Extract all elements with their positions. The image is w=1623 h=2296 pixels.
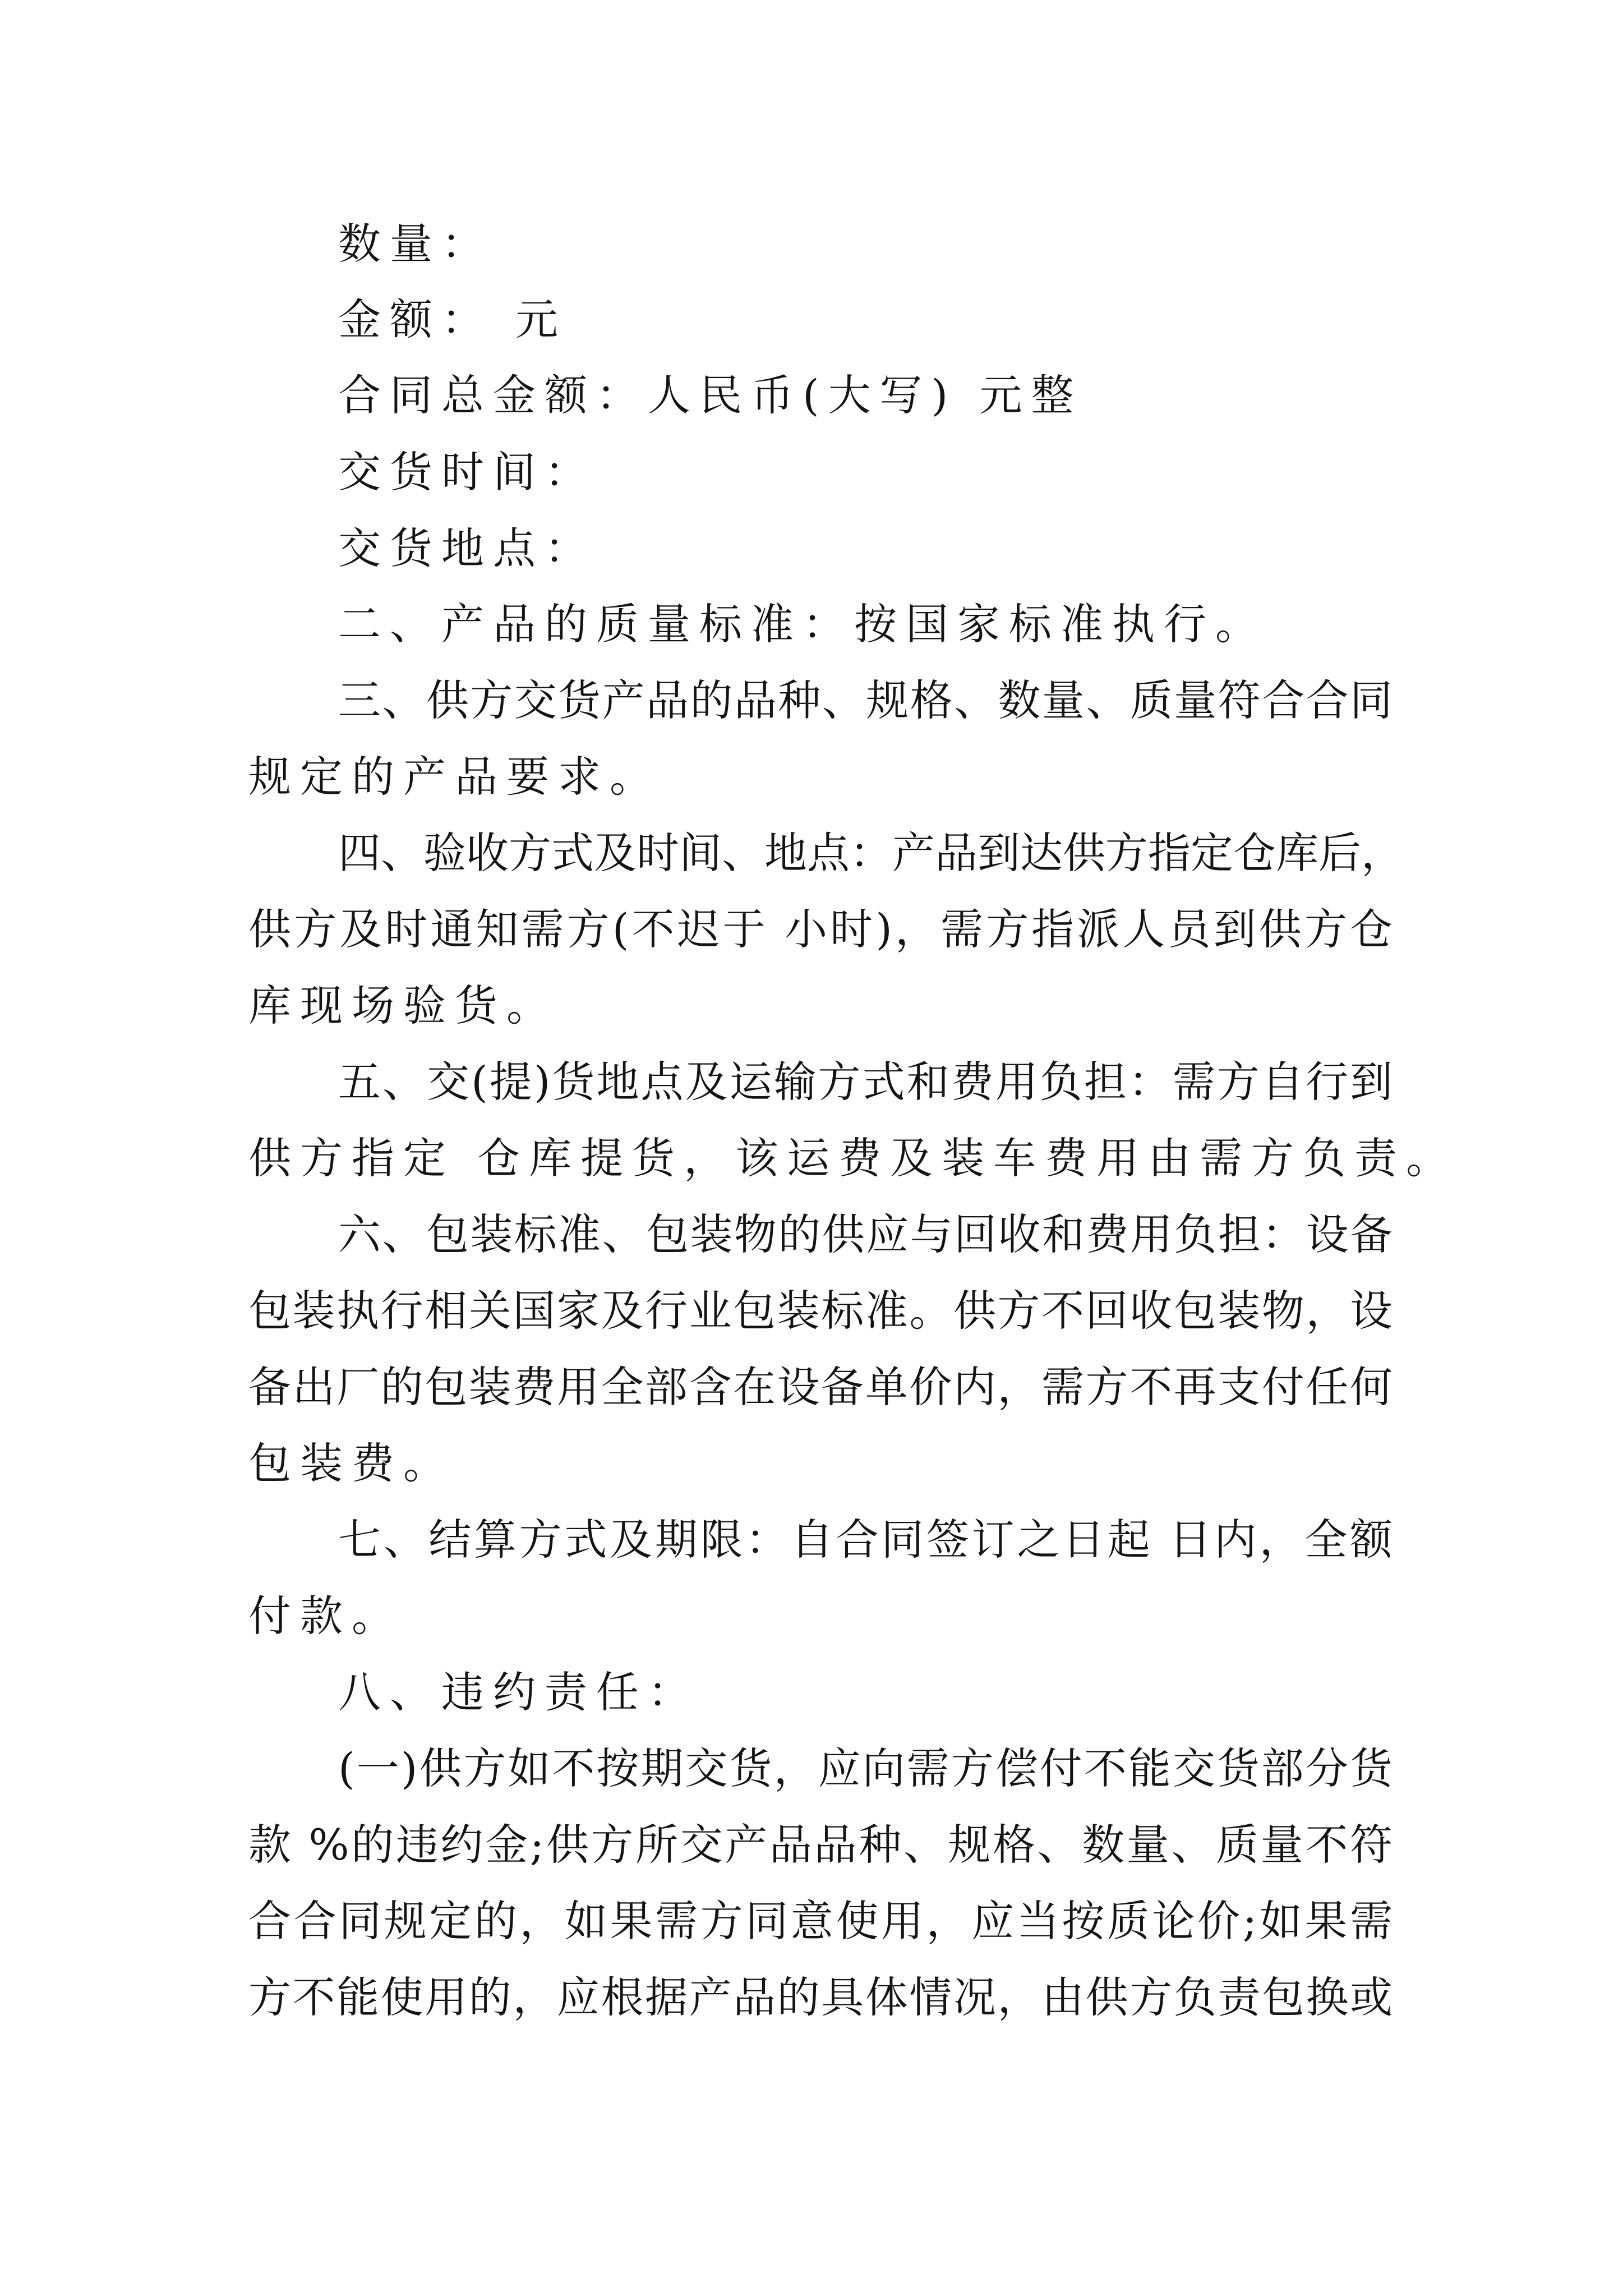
clause-7-line-2: 付款。 [248,1591,403,1641]
clause-5-line-1: 五、交(提)货地点及运输方式和费用负担：需方自行到 [338,1057,1393,1107]
clause-5-line-2: 供方指定 仓库提货，该运费及装车费用由需方负责。 [248,1133,1458,1183]
clause-4-line-3: 库现场验货。 [248,981,558,1030]
clause-4-line-1: 四、验收方式及时间、地点：产品到达供方指定仓库后， [338,828,1404,878]
clause-4-line-2: 供方及时通知需方(不迟于 小时)，需方指派人员到供方仓 [248,904,1393,954]
clause-8-1-line-2: 款 %的违约金;供方所交产品品种、规格、数量、质量不符 [248,1820,1393,1870]
clause-3-line-2: 规定的产品要求。 [248,752,661,802]
clause-8-heading: 八、违约责任： [338,1667,699,1717]
clause-3-line-1: 三、供方交货产品的品种、规格、数量、质量符合合同 [338,675,1393,725]
clause-8-1-line-1: (一)供方如不按期交货，应向需方偿付不能交货部分货 [338,1743,1393,1793]
amount-line: 金额： 元 [338,295,568,344]
clause-8-1-line-3: 合合同规定的，如果需方同意使用，应当按质论价;如果需 [248,1896,1393,1946]
delivery-place-line: 交货地点： [338,523,596,573]
clause-6-line-1: 六、包装标准、包装物的供应与回收和费用负担：设备 [338,1209,1393,1259]
clause-2-line: 二、产品的质量标准：按国家标准执行。 [338,599,1267,649]
total-amount-line: 合同总金额：人民币(大写) 元整 [338,370,1083,420]
clause-6-line-3: 备出厂的包装费用全部含在设备单价内，需方不再支付任何 [248,1362,1393,1412]
quantity-line: 数量： [338,219,493,269]
clause-6-line-2: 包装执行相关国家及行业包装标准。供方不回收包装物，设 [248,1286,1393,1336]
clause-7-line-1: 七、结算方式及期限：自合同签订之日起 日内，全额 [338,1515,1393,1565]
clause-8-1-line-4: 方不能使用的，应根据产品的具体情况，由供方负责包换或 [248,1972,1393,2022]
clause-6-line-4: 包装费。 [248,1438,455,1488]
delivery-time-line: 交货时间： [338,447,596,497]
